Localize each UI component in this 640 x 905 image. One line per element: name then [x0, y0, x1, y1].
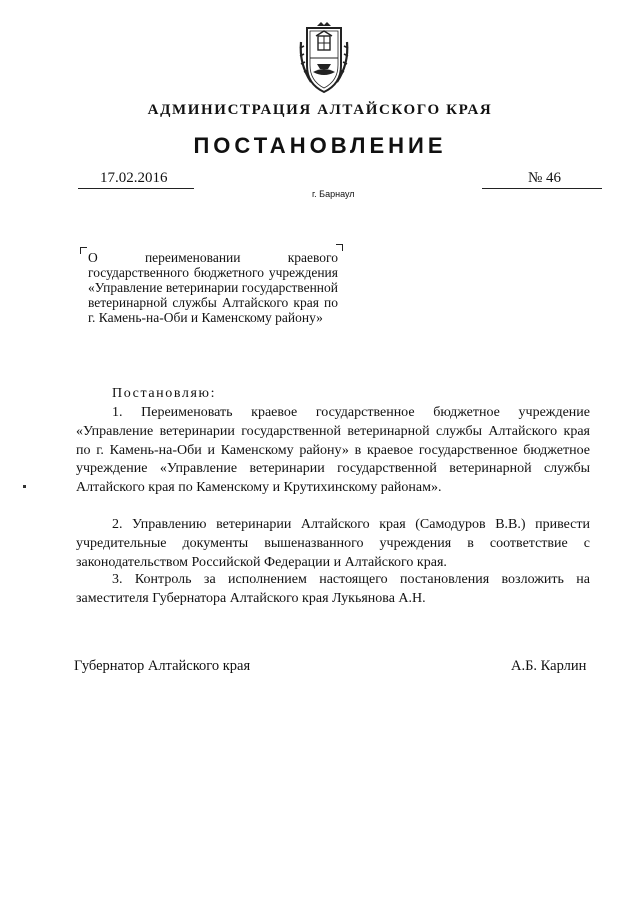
- document-city: г. Барнаул: [312, 189, 355, 199]
- coat-of-arms-icon: [297, 22, 351, 94]
- paragraph-1: 1. Переименовать краевое государственное бюджетное учреждение «Управление ветеринарии государственной ветеринарной службы Алтайского края по г. Камень-на-Оби и Каменскому району» в краевое государственное бюджетное учреждение «Управление ветеринарии государственной ветеринарной службы Алтайского края по Каменскому и Крутихинскому районам».: [76, 405, 590, 496]
- resolve-word: Постановляю:: [112, 386, 217, 401]
- document-type: ПОСТАНОВЛЕНИЕ: [193, 133, 447, 158]
- document-date: 17.02.2016: [100, 170, 168, 186]
- signatory-name: А.Б. Карлин: [511, 658, 587, 674]
- paragraph-3: 3. Контроль за исполнением настоящего постановления возложить на заместителя Губернатора Алтайского края Лукьянова А.Н.: [76, 572, 590, 606]
- paragraph-2: 2. Управлению ветеринарии Алтайского края (Самодуров В.В.) привести учредительные документы вышеназванного учреждения в соответствие с законодательством Российской Федерации и Алтайского края.: [76, 517, 590, 570]
- margin-mark: [23, 485, 26, 488]
- signatory-title: Губернатор Алтайского края: [74, 658, 251, 674]
- date-underline: [78, 188, 194, 189]
- subject-bracket-left: [80, 247, 87, 254]
- number-underline: [482, 188, 602, 189]
- organization-title: АДМИНИСТРАЦИЯ АЛТАЙСКОГО КРАЯ: [147, 102, 493, 118]
- document-subject: О переименовании краевого государственного бюджетного учреждения «Управление ветеринарии государственной ветеринарной службы Алтайского края по г. Камень-на-Оби и Каменскому району»: [88, 250, 338, 325]
- document-number: № 46: [528, 170, 562, 186]
